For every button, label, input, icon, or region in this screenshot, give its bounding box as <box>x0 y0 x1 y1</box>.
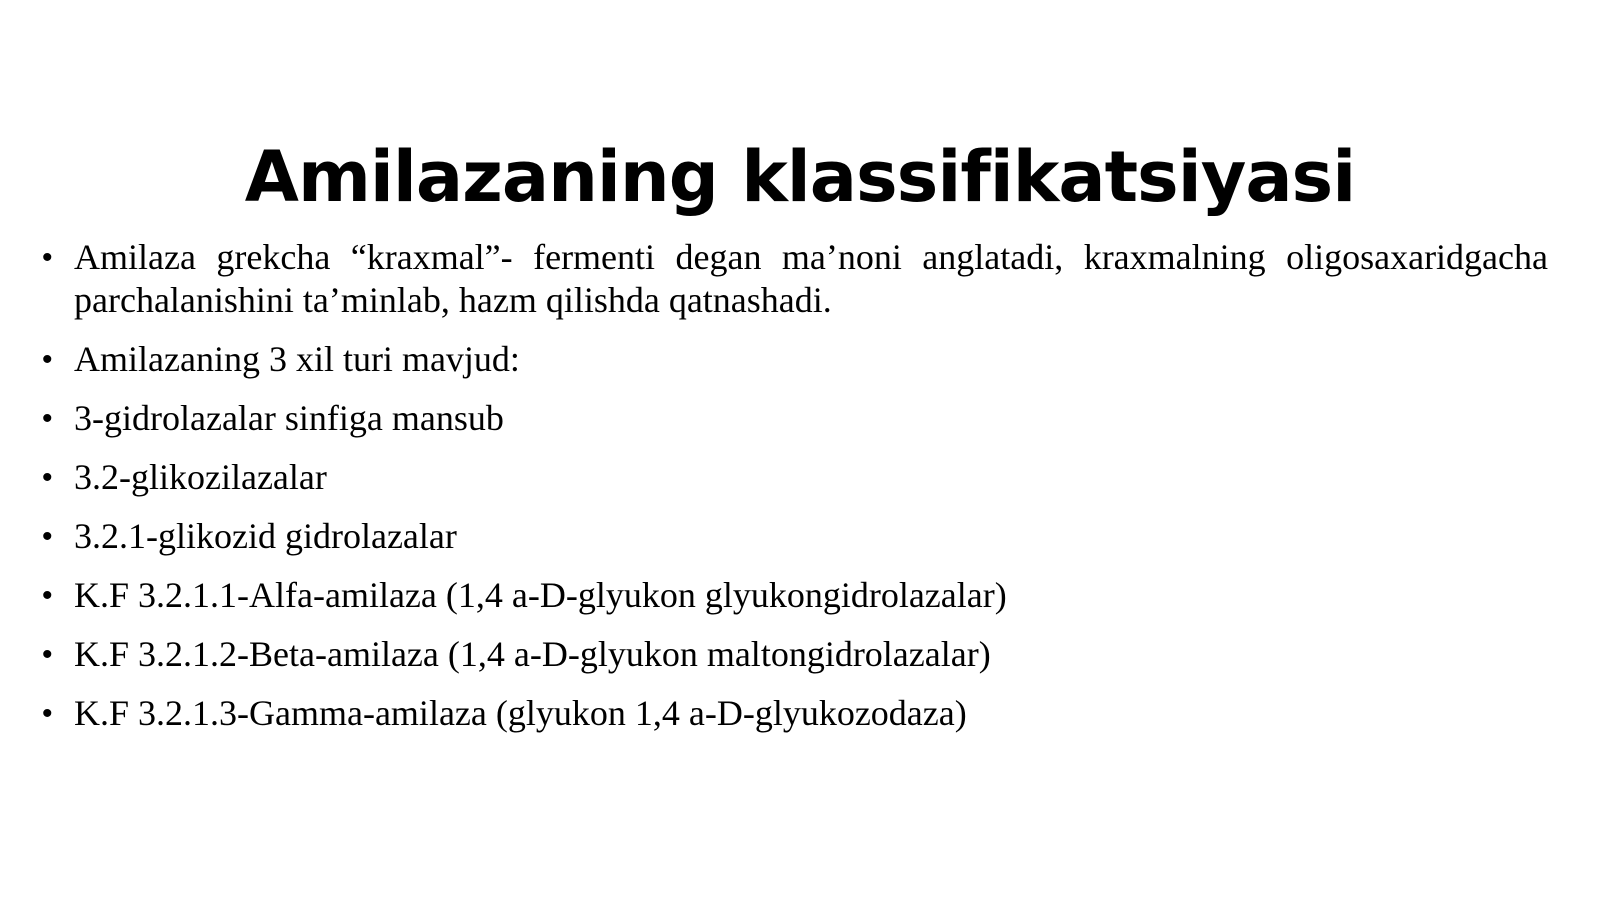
bullet-icon: • <box>42 461 53 494</box>
list-item-text: Amilaza grekcha “kraxmal”- fermenti degan ma’noni anglatadi, kraxmalning oligosaxaridgacha parchalanishini ta’minlab, hazm qilishda qatnashadi. <box>74 237 1548 320</box>
list-item-text: K.F 3.2.1.3-Gamma-amilaza (glyukon 1,4 a-D-glyukozodaza) <box>74 693 967 733</box>
list-item <box>42 633 1548 676</box>
list-item-text: K.F 3.2.1.2-Beta-amilaza (1,4 a-D-glyukon maltongidrolazalar) <box>74 634 991 674</box>
list-item-text: K.F 3.2.1.1-Alfa-amilaza (1,4 a-D-glyukon glyukongidrolazalar) <box>74 575 1007 615</box>
slide-title: Amilazaning klassifikatsiyasi <box>244 136 1356 218</box>
bullet-icon: • <box>42 579 53 612</box>
bullet-icon: • <box>42 241 53 274</box>
list-item-text: 3.2.1-glikozid gidrolazalar <box>74 516 457 556</box>
bullet-icon: • <box>42 402 53 435</box>
list-item <box>42 515 1548 558</box>
list-item-text: 3.2-glikozilazalar <box>74 457 327 497</box>
list-item <box>42 574 1548 617</box>
list-item <box>42 692 1548 735</box>
bullet-icon: • <box>42 520 53 553</box>
list-item <box>42 338 1548 381</box>
bullet-list <box>42 236 1548 751</box>
bullet-icon: • <box>42 343 53 376</box>
list-item <box>42 456 1548 499</box>
bullet-icon: • <box>42 638 53 671</box>
list-item <box>42 236 1548 322</box>
list-item <box>42 397 1548 440</box>
list-item-text: 3-gidrolazalar sinfiga mansub <box>74 398 504 438</box>
list-item-text: Amilazaning 3 xil turi mavjud: <box>74 339 520 379</box>
bullet-icon: • <box>42 697 53 730</box>
